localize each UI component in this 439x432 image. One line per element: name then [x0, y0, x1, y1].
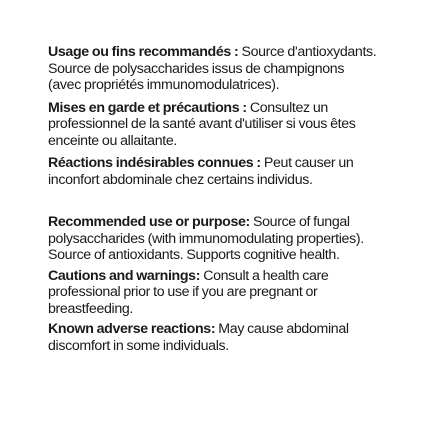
french-warnings-section — [48, 100, 408, 150]
french-reactions-text: Peut causer un — [260, 155, 354, 171]
english-reactions-text: discomfort in some individuals. — [48, 337, 229, 354]
english-usage-text: Source of antioxidants. Supports cognitive health. — [48, 247, 340, 263]
french-usage-text: Source d'antioxydants. — [238, 44, 377, 60]
english-usage-text: polysaccharides (with immunomodulating properties). — [48, 230, 364, 247]
english-warnings-text: breastfeeding. — [48, 300, 134, 317]
english-reactions-section — [48, 321, 408, 354]
french-usage-text: Source de polysaccharides issus de champignons — [48, 60, 345, 77]
english-warnings-section — [48, 268, 408, 318]
english-reactions-text: May cause abdominal — [215, 321, 349, 337]
french-reactions-section — [48, 155, 408, 188]
french-usage-section — [48, 44, 408, 94]
french-warnings-text: Consultez un — [246, 99, 328, 116]
english-usage-heading: Recommended use or purpose: — [48, 214, 250, 230]
english-warnings-text: professional prior to use if you are pregnant or — [48, 284, 318, 300]
english-reactions-heading: Known adverse reactions: — [48, 321, 216, 337]
english-warnings-text: Consult a health care — [200, 267, 329, 284]
french-reactions-first-line — [48, 155, 408, 172]
english-usage-section — [48, 214, 408, 264]
french-usage-first-line — [48, 44, 408, 61]
french-usage-text: (avec propriétés immunomodulatrices). — [48, 77, 280, 93]
french-reactions-text: inconfort abdominale chez certains individus. — [48, 171, 313, 188]
french-warnings-text: professionnel de la santé avant d'utiliser si vous êtes — [48, 116, 356, 132]
english-reactions-first-line — [48, 321, 408, 338]
english-usage-text: Source of fungal — [249, 214, 350, 230]
product-label-text — [48, 44, 408, 354]
english-usage-first-line — [48, 214, 408, 231]
french-reactions-heading: Réactions indésirables connues : — [48, 155, 261, 171]
french-warnings-first-line — [48, 100, 408, 117]
english-warnings-first-line — [48, 268, 408, 285]
french-warnings-heading: Mises en garde et précautions : — [48, 99, 247, 116]
english-warnings-heading: Cautions and warnings: — [48, 267, 201, 284]
french-usage-heading: Usage ou fins recommandés : — [48, 44, 239, 60]
french-warnings-text: enceinte ou allaitante. — [48, 132, 177, 149]
